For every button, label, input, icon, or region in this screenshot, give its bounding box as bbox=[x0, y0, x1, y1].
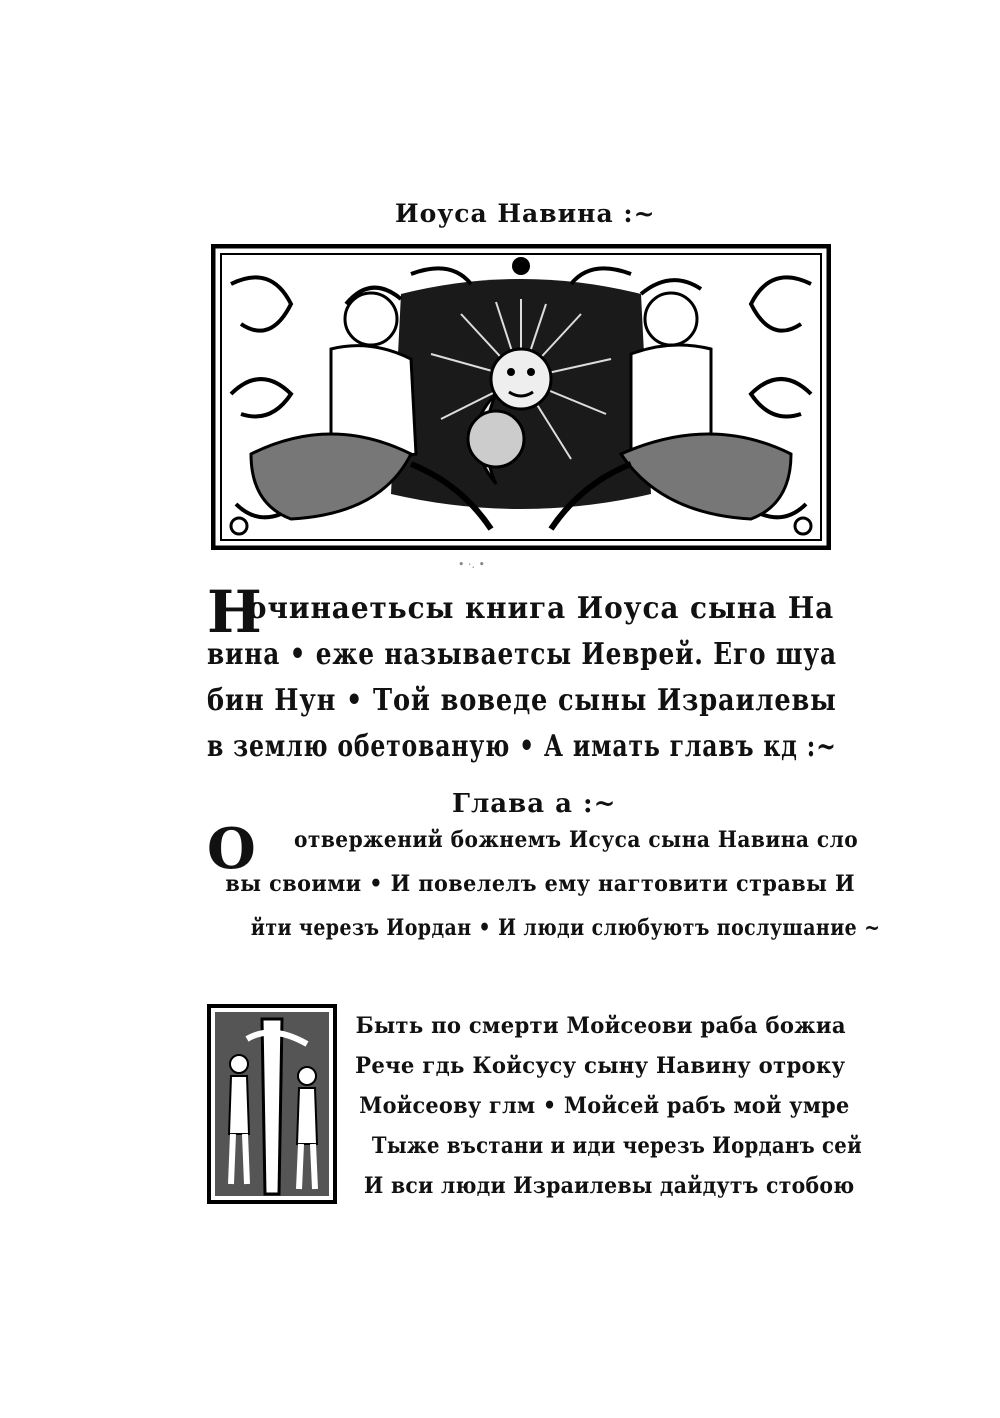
incipit-initial: Н bbox=[207, 578, 262, 646]
running-head: Иоуса Навина :~ bbox=[395, 199, 656, 228]
incipit-line: в землю обетованую • А имать главъ кд :~ bbox=[207, 729, 837, 764]
body-line: Рече гдь Койсусу сыну Навину отроку bbox=[355, 1053, 846, 1079]
incipit bbox=[207, 578, 837, 770]
incipit-line: очинаетьсы книга Иоуса сына На bbox=[247, 591, 835, 626]
historiated-initial bbox=[207, 1004, 337, 1204]
incipit-line: бин Нун • Той воведе сыны Израилевы bbox=[207, 683, 837, 718]
body-line: И вси люди Израилевы дайдутъ стобою bbox=[364, 1173, 855, 1199]
body-line: Быть по смерти Мойсеови раба божиа bbox=[355, 1013, 846, 1039]
ink-smudge: • ·. • bbox=[458, 558, 485, 571]
chapter-heading: Глава а :~ bbox=[452, 789, 617, 819]
chapter-summary bbox=[207, 816, 881, 950]
body-text bbox=[346, 1006, 862, 1206]
body-line: Тыже въстани и иди черезъ Иорданъ сей bbox=[371, 1133, 862, 1159]
summary-line: отвержений божнемъ Исуса сына Навина сло bbox=[294, 827, 859, 853]
woodcut-headpiece bbox=[211, 244, 831, 550]
incipit-line: вина • еже называетсы Иеврей. Его шуа bbox=[207, 637, 837, 672]
summary-line: йти черезъ Иордан • И люди слюбуютъ послушание ~ bbox=[250, 915, 881, 941]
summary-line: вы своими • И повелелъ ему нагтовити стравы И bbox=[225, 871, 856, 897]
body-line: Мойсеову глм • Мойсей рабъ мой умре bbox=[359, 1093, 850, 1119]
summary-initial: О bbox=[207, 816, 256, 882]
